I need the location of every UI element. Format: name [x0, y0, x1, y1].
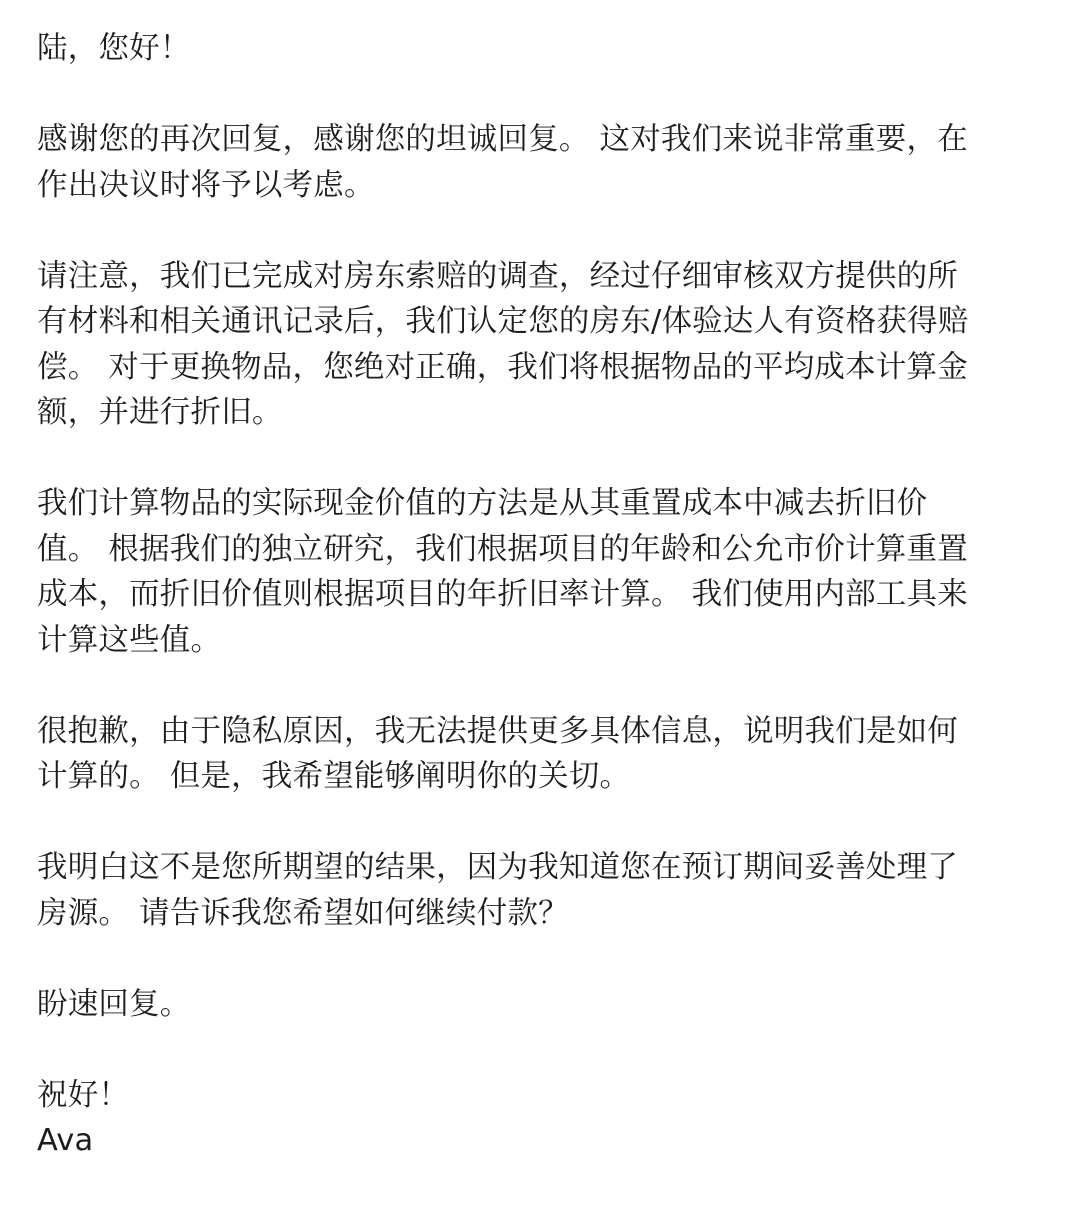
text-line: 有材料和相关通讯记录后，我们认定您的房东/体验达人有资格获得赔 — [37, 304, 969, 339]
text-line: 我们计算物品的实际现金价值的方法是从其重置成本中减去折旧价 — [37, 486, 928, 521]
text-line: 额，并进行折旧。 — [37, 395, 283, 430]
text-line: 请注意，我们已完成对房东索赔的调查，经过仔细审核双方提供的所 — [37, 258, 958, 294]
paragraph-calculation — [37, 481, 1047, 663]
text-line: 作出决议时将予以考虑。 — [37, 167, 375, 203]
text-line: 计算这些值。 — [37, 622, 222, 658]
email-body — [37, 26, 1047, 1164]
paragraph-privacy — [37, 709, 1047, 800]
signature: Ava — [37, 1123, 94, 1158]
text-line: 值。 根据我们的独立研究，我们根据项目的年龄和公允市价计算重置 — [37, 531, 968, 567]
paragraph-reply-request — [37, 982, 1047, 1028]
closing: 祝好！ — [37, 1077, 130, 1113]
paragraph-thanks — [37, 117, 1047, 208]
text-line: 房源。 请告诉我您希望如何继续付款？ — [37, 895, 569, 931]
text-line: 偿。 对于更换物品，您绝对正确，我们将根据物品的平均成本计算金 — [37, 349, 968, 385]
sign-off — [37, 1073, 1047, 1164]
text-line: 感谢您的再次回复，感谢您的坦诚回复。 这对我们来说非常重要，在 — [37, 122, 968, 157]
text-line: 盼速回复。 — [37, 986, 191, 1022]
paragraph-investigation — [37, 254, 1047, 436]
text-line: 计算的。 但是，我希望能够阐明你的关切。 — [37, 759, 631, 794]
paragraph-payment — [37, 845, 1047, 936]
text-line: 成本，而折旧价值则根据项目的年折旧率计算。 我们使用内部工具来 — [37, 577, 968, 612]
text-line: 我明白这不是您所期望的结果，因为我知道您在预订期间妥善处理了 — [37, 850, 958, 885]
text-line: 很抱歉，由于隐私原因，我无法提供更多具体信息，说明我们是如何 — [37, 713, 958, 749]
greeting: 陆，您好！ — [37, 31, 191, 66]
